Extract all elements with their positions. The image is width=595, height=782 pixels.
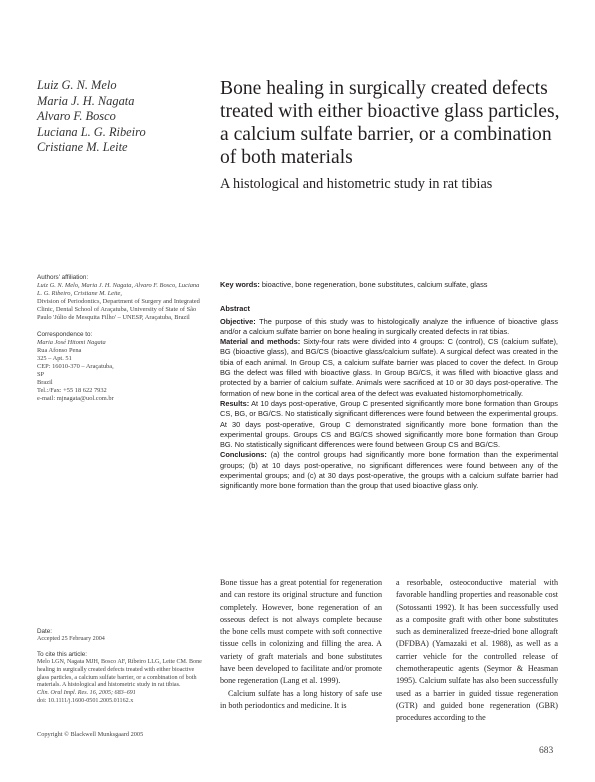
date-heading: Date: [37,628,53,635]
affiliation-heading: Authors' affiliation: [37,274,89,281]
abstract-heading: Abstract [220,304,250,314]
author-name: Alvaro F. Bosco [37,109,116,124]
abstract-conclusions [220,450,558,491]
cite-section [37,651,202,705]
correspondence-line: 325 – Apt. 51 [37,354,72,362]
cite-doi: doi: 10.1111/j.1600-0501.2005.01162.x [37,697,134,704]
article-subtitle: A histological and histometric study in rat tibias [220,176,493,192]
correspondence-line: Tel.:/Fax: +55 18 622 7932 [37,387,107,395]
author-name: Luciana L. G. Ribeiro [37,124,146,139]
abstract-objective [220,317,558,338]
left-bottom-info [37,628,202,713]
keywords-text: bioactive, bone regeneration, bone substitutes, calcium sulfate, glass [261,280,488,289]
affiliation-names: Luiz G. N. Melo, Maria J. H. Nagata, Alvaro F. Bosco, Luciana L. G. Ribeiro, Cristiane M. Leite, [37,282,200,298]
article-title: Bone healing in surgically created defects treated with either bioactive glass particles, a calcium sulfate barrier, or a combination of both materials [220,78,560,168]
cite-text: Melo LGN, Nagata MJH, Bosco AF, Ribeiro LLG, Leite CM. Bone healing in surgically created defects treated with either bioactive glass particles, a calcium sulfate barrier, or a combination of both materials. A histological and histometric study in rat tibias. [37,659,202,689]
correspondence-name: Maria José Hitomi Nagata [37,338,106,346]
correspondence-line: Brazil [37,379,53,387]
body-column-2 [396,577,558,725]
author-list [37,78,197,156]
title-block [220,77,570,193]
left-column-info [37,274,202,411]
page-number: 683 [539,746,554,756]
correspondence-section [37,331,202,404]
abstract-methods [220,337,558,399]
cite-journal: Clin. Oral Impl. Res. 16, 2005; 683–691 [37,689,136,696]
author-name: Maria J. H. Nagata [37,93,135,108]
correspondence-email: e-mail: mjnagata@uol.com.br [37,395,114,403]
section-label: Material and methods: [220,337,301,347]
section-text: At 10 days post-operative, Group C presented significantly more bone formation than Groups CS, BG, or BG/CS. No statistically significant differences were found between the experimental groups. At 30 days post-operative, Group C demonstrated significantly more bone formation than the experimental groups. Groups CS and BG/CS showed significantly more bone formation than Group BG. No statistically significant differences were found between Group CS and BG/CS. [220,398,558,450]
body-paragraph: a resorbable, osteoconductive material with favorable handling properties and reasonable cost (Sotossanti 1992). It has been successfully used as a composite graft with other bone substitutes such as demineralized freeze-dried bone allograft (DFDBA) (Yamazaki et al. 1988), as well as a carrier vehicle for the controlled release of chemotherapeutic agents (Seymor & Heasman 1995). Calcium sulfate has also been successfully used as a barrier in guided tissue regeneration (GTR) and guided bone regeneration (GBR) procedures according to the [396,578,558,723]
section-text: Sixty-four rats were divided into 4 groups: C (control), CS (calcium sulfate), BG (bioactive glass), and BG/CS (bioactive glass/calcium sulfate). A surgical defect was created in the tibia of each animal. In Group CS, a calcium sulfate barrier was placed to cover the defect. In Group BG the defect was filled with bioactive glass. In Group BG/CS, it was filled with bioactive glass and protected by a barrier of calcium sulfate. Animals were sacrificed at 10 or 30 days post-operative. The formation of new bone in the cortical area of the defect was evaluated histomorphometrically. [220,337,558,398]
date-section [37,628,202,643]
abstract-block [220,280,558,492]
cite-heading: To cite this article: [37,651,88,659]
abstract-results [220,399,558,450]
correspondence-line: CEP: 16010-370 – Araçatuba, [37,362,114,370]
correspondence-heading: Correspondence to: [37,330,93,338]
correspondence-line: Rua Afonso Pena [37,346,82,354]
section-label: Results: [220,398,250,408]
body-paragraph: Calcium sulfate has a long history of safe use in both periodontics and medicine. It is [220,688,382,710]
author-name: Luiz G. N. Melo [37,78,117,92]
correspondence-line: SP [37,371,45,379]
affiliation-text: Division of Periodontics, Department of Surgery and Integrated Clinic, Dental School of Araçatuba, University of State of São Paulo 'Júlio de Mesquita Filho' – UNESP, Araçatuba, Brazil [37,298,200,322]
section-text: The purpose of this study was to histologically analyze the influence of bioactive glass and/or a calcium sulfate barrier on bone healing in surgically created defects in rat tibias. [220,316,559,336]
section-text: (a) the control groups had significantly more bone formation than the experimental groups; (b) at 10 days post-operative, no significant differences were found between any of the experimental groups; and (c) at 30 days post-operative, the groups with a calcium sulfate barrier had significantly more bone formation than the group that used bioactive glass only. [220,450,558,491]
copyright-notice: Copyright © Blackwell Munksgaard 2005 [37,731,144,738]
author-name: Cristiane M. Leite [37,140,128,155]
affiliation-section [37,274,202,323]
accepted-date: Accepted 25 February 2004 [37,635,105,642]
section-label: Objective: [220,316,256,326]
body-paragraph: Bone tissue has a great potential for regeneration and can restore its original structure and function completely. However, bone regeneration of an osseous defect is not always complete because the bone cells must compete with soft connective tissue cells in colonizing and filling the area. A variety of graft materials and bone substitutes have been developed to facilitate and/or promote bone regeneration (Lang et al. 1999). [220,578,382,686]
body-column-1 [220,577,382,725]
keywords-label: Key words: [220,280,260,289]
body-text [220,577,558,725]
section-label: Conclusions: [220,450,267,460]
keywords [220,280,558,290]
